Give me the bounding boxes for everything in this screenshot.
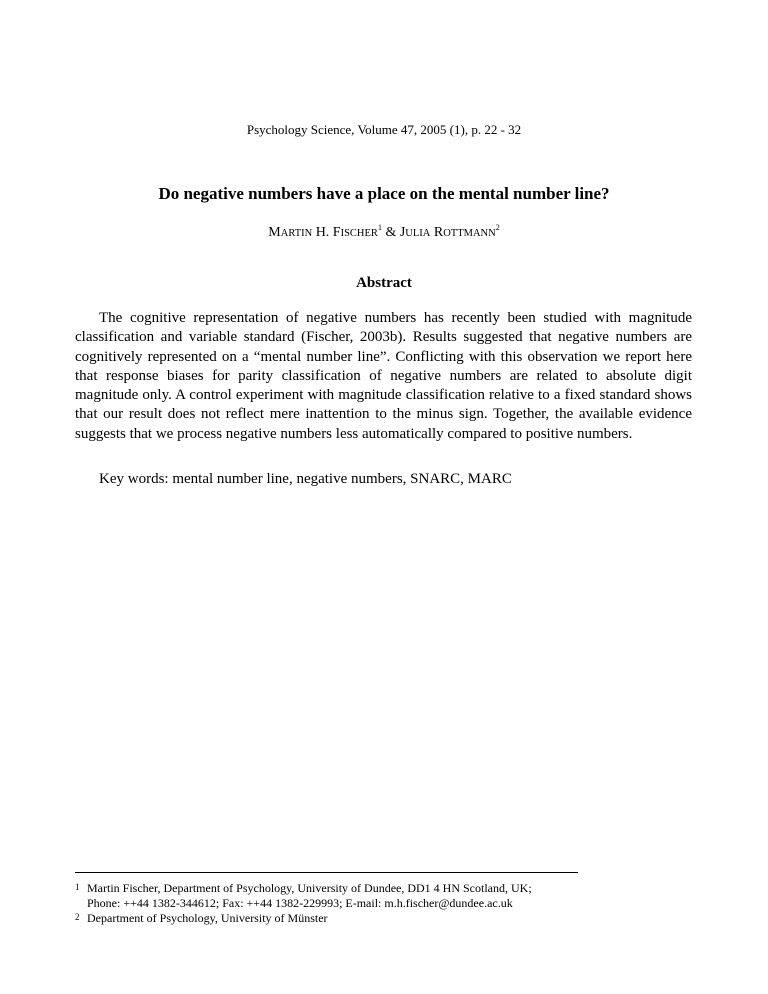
footnote-2-number: 2 bbox=[75, 912, 80, 922]
author-1-first-rest: ARTIN bbox=[280, 228, 313, 239]
footnote-2 bbox=[75, 911, 532, 926]
author-2 bbox=[400, 225, 500, 240]
author-2-first-initial: J bbox=[399, 225, 406, 240]
author-2-first-rest: ULIA bbox=[405, 228, 431, 239]
abstract-paragraph: The cognitive representation of negative numbers has recently been studied with magnitude classification and variable standard (Fischer, 2003b). Results suggested that negative numbers are cognitively represented on a “mental number line”. Conflicting with this observation we report here that response biases for parity classification of negative numbers are related to absolute digit magnitude only. A control experiment with magnitude classification relative to a fixed standard shows that our result does not reflect mere inattention to the minus sign. Together, the available evidence suggests that we process negative numbers less automatically compared to positive numbers. bbox=[75, 310, 692, 442]
author-2-last-rest: OTTMANN bbox=[443, 228, 496, 239]
author-1-middle: H. F bbox=[312, 225, 341, 240]
footnote-divider bbox=[75, 872, 578, 873]
footnote-1-text bbox=[87, 881, 532, 911]
author-2-footnote-marker: 2 bbox=[495, 223, 500, 232]
author-line bbox=[0, 225, 768, 241]
keywords: Key words: mental number line, negative numbers, SNARC, MARC bbox=[99, 471, 512, 487]
author-2-middle: R bbox=[430, 225, 444, 240]
footnote-1-number: 1 bbox=[75, 882, 80, 892]
author-separator: & bbox=[381, 225, 400, 240]
footnote-1 bbox=[75, 881, 532, 911]
author-1-last-rest: ISCHER bbox=[340, 228, 378, 239]
author-1 bbox=[268, 225, 382, 240]
footnotes bbox=[75, 881, 532, 926]
author-1-footnote-marker: 1 bbox=[377, 223, 382, 232]
footnote-2-text bbox=[87, 911, 328, 926]
abstract-body bbox=[75, 309, 692, 444]
footnote-1-line-2: Phone: ++44 1382-344612; Fax: ++44 1382-229993; E-mail: m.h.fischer@dundee.ac.uk bbox=[87, 896, 513, 910]
journal-citation: Psychology Science, Volume 47, 2005 (1), p. 22 - 32 bbox=[246, 122, 522, 137]
footnote-2-line-1: Department of Psychology, University of Münster bbox=[87, 911, 328, 925]
abstract-heading: Abstract bbox=[356, 275, 412, 291]
paper-title: Do negative numbers have a place on the mental number line? bbox=[158, 184, 610, 203]
author-1-first-initial: M bbox=[268, 225, 281, 240]
footnote-1-line-1: Martin Fischer, Department of Psychology, University of Dundee, DD1 4 HN Scotland, UK; bbox=[87, 881, 532, 895]
